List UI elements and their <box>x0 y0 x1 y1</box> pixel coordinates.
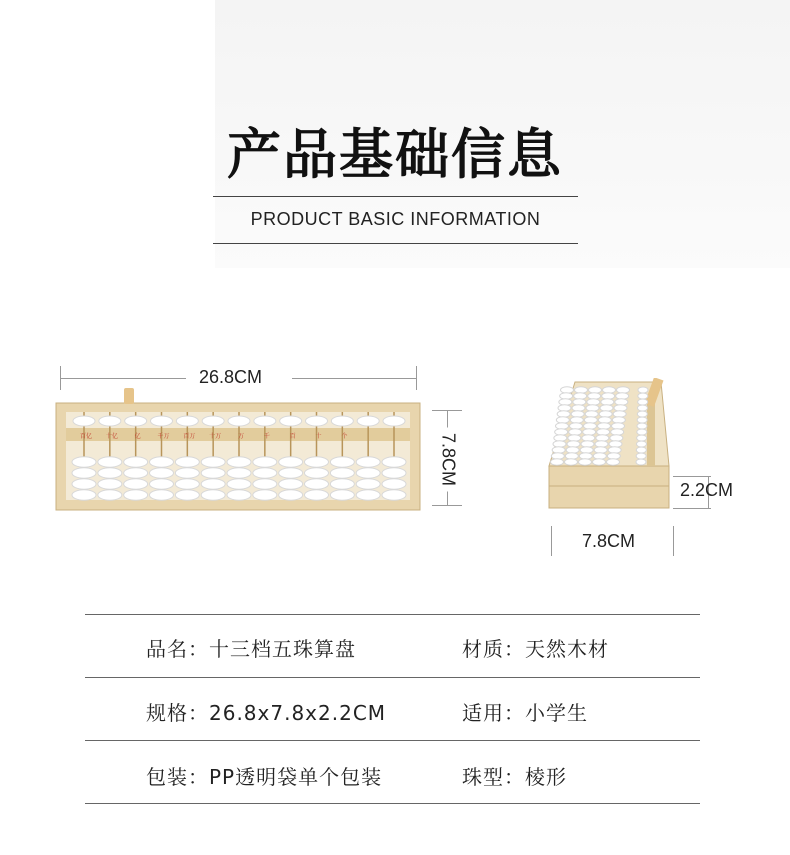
abacus-rod-label: 千万 <box>157 433 170 440</box>
abacus-lower-bead <box>279 457 303 467</box>
abacus-lower-bead <box>124 490 148 500</box>
abacus-lower-bead <box>72 479 96 489</box>
side-upper-bead <box>638 405 648 411</box>
side-bead <box>557 411 570 417</box>
side-bead <box>582 435 595 441</box>
side-bead <box>555 429 568 435</box>
abacus-lower-bead <box>330 468 354 478</box>
spec-value: 小学生 <box>525 701 588 725</box>
side-bead <box>584 417 597 423</box>
abacus-rod-label: 百 <box>289 433 296 440</box>
side-bead <box>614 405 627 411</box>
abacus-lower-bead <box>98 457 122 467</box>
spec-label: 珠型 <box>462 765 504 789</box>
abacus-lower-bead <box>227 490 251 500</box>
side-bead <box>569 429 582 435</box>
side-upper-bead <box>636 453 646 459</box>
side-bead <box>617 387 630 393</box>
side-bead <box>593 459 606 465</box>
abacus-lower-bead <box>98 490 122 500</box>
side-bead <box>589 387 602 393</box>
spec-divider-4 <box>85 803 700 804</box>
side-bead <box>567 441 580 447</box>
abacus-lower-bead <box>227 479 251 489</box>
abacus-rod-label: 万 <box>237 433 245 440</box>
abacus-upper-bead <box>202 416 224 426</box>
abacus-front-image <box>54 388 422 512</box>
side-front-face <box>549 466 669 508</box>
side-bead <box>572 405 585 411</box>
abacus-upper-bead <box>357 416 379 426</box>
side-bead <box>607 459 620 465</box>
side-bead <box>593 453 606 459</box>
side-bead <box>574 393 587 399</box>
side-dim-tick-left <box>551 526 552 556</box>
abacus-lower-bead <box>227 457 251 467</box>
spec-value: PP透明袋单个包装 <box>209 765 383 789</box>
side-upper-bead <box>637 435 647 441</box>
abacus-lower-bead <box>124 479 148 489</box>
side-upper-bead <box>638 393 648 399</box>
spec-label: 包装 <box>146 765 188 789</box>
side-bead <box>600 405 613 411</box>
abacus-lower-bead <box>356 479 380 489</box>
side-upper-bead <box>637 417 647 423</box>
side-bead <box>612 417 625 423</box>
abacus-lower-bead <box>175 457 199 467</box>
front-height-label: 7.8CM <box>436 428 461 492</box>
title-divider-top <box>213 196 578 197</box>
side-bead <box>560 393 573 399</box>
side-bead <box>556 417 569 423</box>
side-bead <box>588 393 601 399</box>
side-bead <box>607 453 620 459</box>
abacus-rod-label: 十亿 <box>105 433 118 440</box>
spec-item: 包装：PP透明袋单个包装 <box>146 765 383 789</box>
abacus-lower-bead <box>305 479 329 489</box>
side-bead <box>586 405 599 411</box>
abacus-lower-bead <box>279 490 303 500</box>
side-bead <box>551 453 564 459</box>
side-bead <box>583 429 596 435</box>
side-bead <box>598 417 611 423</box>
side-bead <box>561 387 574 393</box>
side-width-label: 7.8CM <box>582 531 636 551</box>
dim-line-left <box>60 378 186 379</box>
abacus-lower-bead <box>175 490 199 500</box>
abacus-lower-bead <box>356 490 380 500</box>
side-upper-bead <box>638 399 648 405</box>
side-bead <box>556 423 569 429</box>
abacus-lower-bead <box>305 468 329 478</box>
side-bead <box>610 435 623 441</box>
side-bead <box>579 453 592 459</box>
side-bead <box>602 393 615 399</box>
abacus-lower-bead <box>382 490 406 500</box>
side-bead <box>613 411 626 417</box>
side-upper-bead <box>637 423 647 429</box>
dim-line-right <box>292 378 416 379</box>
side-bead <box>566 447 579 453</box>
abacus-lower-bead <box>253 479 277 489</box>
side-bead <box>580 447 593 453</box>
abacus-lower-bead <box>98 479 122 489</box>
side-bead <box>599 411 612 417</box>
abacus-upper-bead <box>176 416 198 426</box>
spec-value: 26.8x7.8x2.2CM <box>209 701 387 725</box>
abacus-lower-bead <box>382 457 406 467</box>
side-bead <box>603 387 616 393</box>
abacus-rod-label: 十 <box>315 433 322 440</box>
dim-tick-bottom <box>432 505 462 506</box>
abacus-lower-bead <box>201 457 225 467</box>
side-bead <box>595 441 608 447</box>
side-bead <box>559 399 572 405</box>
abacus-lower-bead <box>279 479 303 489</box>
side-bead <box>579 459 592 465</box>
spec-item: 适用：小学生 <box>462 701 588 725</box>
side-upper-bead <box>638 387 648 393</box>
abacus-upper-bead <box>125 416 147 426</box>
side-bead <box>608 447 621 453</box>
abacus-lower-bead <box>382 468 406 478</box>
abacus-lower-bead <box>330 479 354 489</box>
title-divider-bottom <box>213 243 578 244</box>
abacus-rod-label: 个 <box>341 433 348 440</box>
abacus-lower-bead <box>382 479 406 489</box>
side-upper-bead <box>637 429 647 435</box>
side-bead <box>565 453 578 459</box>
spec-value: 天然木材 <box>525 637 609 661</box>
side-bead <box>570 417 583 423</box>
abacus-lower-bead <box>175 468 199 478</box>
spec-divider-2 <box>85 677 700 678</box>
abacus-lower-bead <box>279 468 303 478</box>
side-bead <box>594 447 607 453</box>
abacus-lower-bead <box>330 457 354 467</box>
side-bead <box>598 423 611 429</box>
abacus-rod-label: 百亿 <box>79 433 93 440</box>
side-bead <box>573 399 586 405</box>
abacus-lower-bead <box>253 457 277 467</box>
spec-divider-1 <box>85 614 700 615</box>
side-bead <box>601 399 614 405</box>
abacus-lower-bead <box>72 468 96 478</box>
abacus-upper-bead <box>280 416 302 426</box>
abacus-lower-bead <box>124 457 148 467</box>
abacus-lower-bead <box>201 468 225 478</box>
abacus-lower-bead <box>305 490 329 500</box>
side-bead <box>554 435 567 441</box>
abacus-rod-label: 千 <box>263 433 270 440</box>
side-bead <box>611 429 624 435</box>
abacus-lower-bead <box>253 468 277 478</box>
abacus-lower-bead <box>175 479 199 489</box>
abacus-clear-button <box>124 388 134 404</box>
spec-label: 适用 <box>462 701 504 725</box>
abacus-rod-label: 亿 <box>134 433 141 440</box>
side-bead <box>558 405 571 411</box>
side-bead <box>553 441 566 447</box>
abacus-upper-bead <box>331 416 353 426</box>
abacus-lower-bead <box>201 479 225 489</box>
abacus-upper-bead <box>306 416 328 426</box>
side-upper-bead <box>636 459 646 465</box>
side-upper-bead <box>636 447 646 453</box>
side-bead <box>616 393 629 399</box>
page-title: 产品基础信息 <box>227 122 563 186</box>
abacus-lower-bead <box>98 468 122 478</box>
abacus-lower-bead <box>201 490 225 500</box>
abacus-lower-bead <box>72 490 96 500</box>
abacus-lower-bead <box>253 490 277 500</box>
spec-divider-3 <box>85 740 700 741</box>
side-bead <box>584 423 597 429</box>
side-bead <box>568 435 581 441</box>
abacus-upper-bead <box>73 416 95 426</box>
side-dim-tick-top <box>673 476 711 477</box>
abacus-upper-bead <box>151 416 173 426</box>
side-dim-tick-right <box>673 526 674 556</box>
spec-value: 棱形 <box>525 765 567 789</box>
side-depth-label: 2.2CM <box>680 480 734 500</box>
spec-item: 品名：十三档五珠算盘 <box>146 637 356 661</box>
front-width-label: 26.8CM <box>199 367 263 387</box>
abacus-rod-label: 百万 <box>183 433 196 440</box>
side-bead <box>570 423 583 429</box>
side-bead <box>551 459 564 465</box>
side-dim-tick-bottom <box>673 508 711 509</box>
side-bead <box>565 459 578 465</box>
side-bead <box>575 387 588 393</box>
side-bead <box>612 423 625 429</box>
side-bead <box>597 429 610 435</box>
abacus-rod-label: 十万 <box>209 433 222 440</box>
abacus-lower-bead <box>150 468 174 478</box>
abacus-lower-bead <box>227 468 251 478</box>
spec-item: 材质：天然木材 <box>462 637 609 661</box>
spec-item: 珠型：棱形 <box>462 765 567 789</box>
side-bead <box>596 435 609 441</box>
abacus-lower-bead <box>150 479 174 489</box>
abacus-upper-bead <box>99 416 121 426</box>
side-bead <box>585 411 598 417</box>
spec-label: 材质 <box>462 637 504 661</box>
spec-label: 品名 <box>146 637 188 661</box>
abacus-lower-bead <box>72 457 96 467</box>
dim-tick-right <box>416 366 417 390</box>
abacus-lower-bead <box>330 490 354 500</box>
spec-item: 规格：26.8x7.8x2.2CM <box>146 701 387 725</box>
spec-value: 十三档五珠算盘 <box>209 637 356 661</box>
side-bead <box>615 399 628 405</box>
abacus-lower-bead <box>150 490 174 500</box>
side-bead <box>609 441 622 447</box>
side-bead <box>552 447 565 453</box>
side-upper-bead <box>637 411 647 417</box>
abacus-lower-bead <box>150 457 174 467</box>
side-bead <box>587 399 600 405</box>
side-bead <box>571 411 584 417</box>
abacus-lower-bead <box>356 468 380 478</box>
side-upper-bead <box>637 441 647 447</box>
abacus-lower-bead <box>305 457 329 467</box>
abacus-upper-bead <box>254 416 276 426</box>
side-bead <box>581 441 594 447</box>
abacus-upper-bead <box>383 416 405 426</box>
spec-label: 规格 <box>146 701 188 725</box>
abacus-side-image <box>543 378 673 512</box>
abacus-upper-bead <box>228 416 250 426</box>
abacus-lower-bead <box>124 468 148 478</box>
abacus-lower-bead <box>356 457 380 467</box>
page-subtitle: PRODUCT BASIC INFORMATION <box>250 209 541 229</box>
